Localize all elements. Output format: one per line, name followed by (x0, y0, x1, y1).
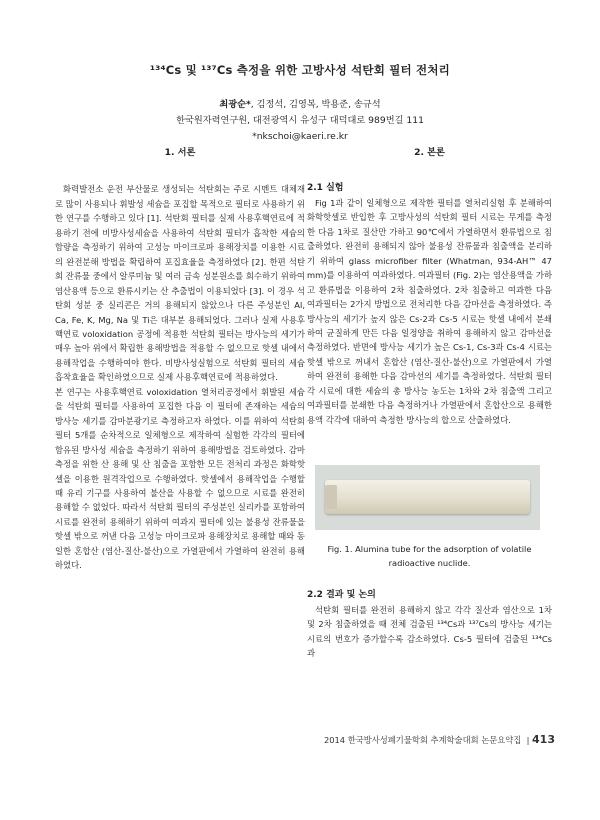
results-paragraph: 석탄회 필터를 완전히 용해하지 않고 각각 질산과 염산으로 1차 및 2차 침출하였을 때 전체 검출된 ¹³⁴Cs과 ¹³⁷Cs의 방사능 세기는 시료의 번호가 증가할수록 감소하였다. Cs-5 필터에 검출된 ¹³⁴Cs과 (307, 604, 552, 658)
page-number: 413 (532, 733, 555, 746)
intro-paragraph-1: 화력발전소 운전 부산물로 생성되는 석탄회는 주로 시멘트 대체재로 많이 사용되나 휘발성 세슘을 포집할 목적으로 필터로 사용하기 위한 연구를 수행하고 있다 [1]. 석탄회 필터를 실제 사용후핵연료에 적용하기 전에 비방사성세슘을 사용하여 석탄회 필터가 흡착한 세슘의 함량을 측정하기 위하여 고성능 마이크로파 용해장치를 이용한 시료의 완전분해 방법을 확립하여 포집효율을 측정하였다 [2]. 한편 석탄회 잔류물 중에서 알루미늄 및 여러 금속 성분원소를 회수하기 위하여 염산용액 등으로 환류시키는 산 추출법이 이용되었다 [3]. 이 경우 석탄회 성분 중 실리콘은 거의 용해되지 않았으나 다른 주성분인 Al, Ca, Fe, K, Mg, Na 및 Ti은 대부분 용해되었다. 그러나 실제 사용후핵연료 voloxidation 공정에 적용한 석탄회 필터는 방사능의 세기가 매우 높아 위에서 확립한 용해방법을 적용할 수 없으므로 핫셀 내에서 용해작업을 수행하여야 한다. 비방사성실험으로 석탄회 필터의 세슘 흡착효율을 확인하였으므로 실제 사용후핵연료에 적용하였다. (55, 184, 305, 383)
author-block (0, 97, 600, 145)
experiment-paragraph: Fig 1과 같이 일체형으로 제작한 필터를 열처리실험 후 분해하여 화학핫셀로 반입한 후 고방사성의 석탄회 필터 시료는 무게를 측정한 다음 1차로 질산만 가하고 90℃에서 가열하면서 환류법으로 침출하였다. 완전히 용해되지 않아 불용성 잔류물과 침출액을 분리하기 위하여 glass microfiber filter (Whatman, 934-AH™ 47 mm)를 이용하여 여과하였다. 여과필터 (Fig. 2)는 염산용액을 가하고 환류법을 이용하여 2차 침출하였다. 2차 침출하고 여과한 다음 여과필터는 2가지 방법으로 전처리한 다음 감마선을 측정하였다. 즉 방사능의 세기가 높지 않은 Cs-2과 Cs-5 시료는 핫셀 내에서 분쇄하여 균질하게 만든 다음 일정양을 취하여 용해하지 않고 감마선을 측정하였다. 반면에 방사능 세기가 높은 Cs-1, Cs-3과 Cs-4 시료는 핫셀 밖으로 꺼내서 혼합산 (염산-질산-불산)으로 가열판에서 가열하여 완전히 용해한 다음 감마선의 세기를 측정하였다. 석탄회 필터 각 시료에 대한 세슘의 총 방사능 농도는 1차와 2차 침출액 그리고 여과필터를 분쇄한 다음 측정하거나 가열판에서 혼합산으로 용해한 용액 각각에 대하여 측정한 방사능의 합으로 산출하였다. (307, 197, 552, 425)
intro-paragraph-2: 본 연구는 사용후핵연료 voloxidation 열처리공정에서 휘발된 세슘을 석탄회 필터를 사용하여 포집한 다음 이 필터에 존재하는 세슘의 방사능 세기를 감마분광기로 측정하고자 하였다. 이를 위하여 석탄회 필터 5개를 순차적으로 일체형으로 제작하여 실험한 각각의 필터에 함유된 방사성 세슘을 측정하기 위하여 용해방법을 검토하였다. 감마측정을 위한 산 용해 및 산 침출을 포함한 모든 전처리 과정은 화학핫셀을 이용한 원격작업으로 수행하였다. 핫셀에서 용해작업을 수행할 때 유리 기구를 사용하여 불산을 사용할 수 없으므로 시료를 완전히 용해할 수 없었다. 따라서 석탄회 필터의 주성분인 실리카를 포함하여 시료를 완전히 용해하기 위하여 여과지 필터에 있는 불용성 잔류물을 핫셀 밖으로 꺼낸 다음 고성능 마이크로파 용해장치로 용해할 때와 동일한 혼합산 (염산-질산-불산)으로 가열판에서 가열하여 완전히 용해하였다. (55, 386, 305, 571)
lead-author: 최광순* (219, 99, 251, 110)
section-heading-body: 2. 본론 (414, 147, 445, 158)
page-footer (300, 733, 555, 746)
subsection-heading-results: 2.2 결과 및 논의 (307, 590, 376, 601)
affiliation: 한국원자력연구원, 대전광역시 유성구 대덕대로 989번길 111 (176, 115, 424, 126)
email: *nkschoi@kaeri.re.kr (252, 131, 348, 142)
figure-caption: Fig. 1. Alumina tube for the adsorption of volatile radioactive nuclide. (327, 544, 532, 569)
tube-end (325, 485, 337, 509)
section-heading-intro: 1. 서론 (164, 147, 196, 158)
co-authors: , 김정석, 김영복, 박용준, 송규석 (250, 99, 381, 110)
author-line (0, 97, 600, 113)
footer-text: 2014 한국방사성폐기물학회 추계학술대회 논문요약집 (323, 735, 522, 745)
figure-alumina-tube (315, 465, 540, 530)
alumina-tube-image (325, 480, 530, 514)
subsection-heading-experiment: 2.1 실험 (307, 183, 344, 194)
right-column (307, 146, 552, 660)
left-column (55, 146, 305, 573)
paper-title: ¹³⁴Cs 및 ¹³⁷Cs 측정을 위한 고방사성 석탄회 필터 전처리 (150, 63, 450, 77)
footer-separator: | (523, 735, 533, 745)
